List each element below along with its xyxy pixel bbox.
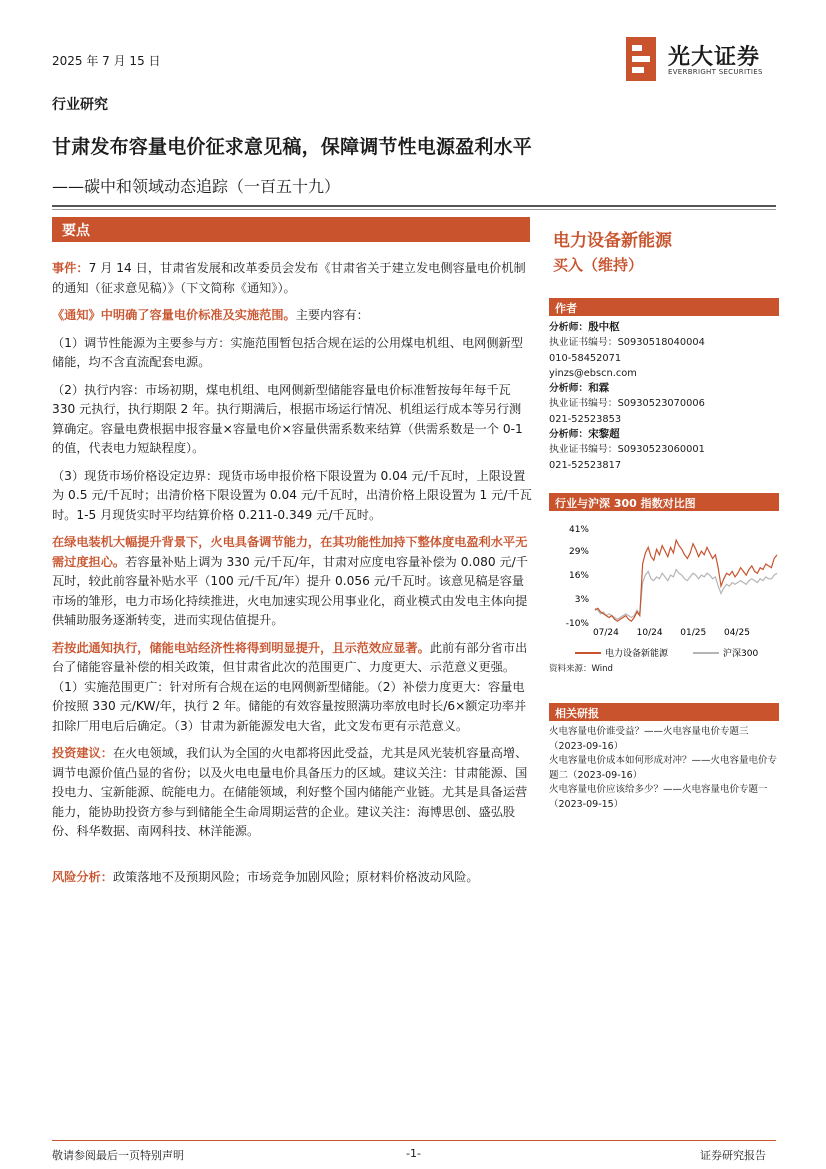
authors-heading: 作者 [555,302,577,315]
y-tick-label: 41% [568,525,589,535]
author-name: 殷中枢 [588,321,620,333]
risk-text: 政策落地不及预期风险；市场竞争加剧风险；原材料价格波动风险。 [112,869,479,884]
related-report-link[interactable]: 火电容量电价应该给多少？——火电容量电价专题一（2023-09-15） [549,784,768,810]
key-points-body [52,259,532,895]
investment-paragraph [52,744,532,842]
authors-list [549,320,779,473]
report-subtitle: ——碳中和领域动态追踪（一百五十九） [52,177,341,196]
report-title: 甘肃发布容量电价征求意见稿，保障调节性电源盈利水平 [52,136,533,158]
event-text: 7 月 14 日，甘肃省发展和改革委员会发布《甘肃省关于建立发电侧容量电价机制的通知（征求意见稿）》（下文简称《通知》）。 [52,261,526,295]
y-tick-label: 29% [568,547,589,558]
x-tick-label: 01/25 [680,628,707,638]
risk-paragraph [52,868,532,888]
legend-label-hs300: 沪深300 [723,649,759,659]
legend-label-sector: 电力设备新能源 [605,649,669,659]
risk-label: 风险分析： [52,869,113,884]
page-number: -1- [406,1147,421,1160]
author-cert: 执业证书编号：S0930523070006 [549,398,705,410]
y-tick-label: 16% [568,571,589,582]
performance-chart [549,515,779,665]
rating: 买入（维持） [553,256,644,274]
chart-source: 资料来源：Wind [549,664,613,674]
notice-paragraph [52,306,532,326]
x-tick-label: 10/24 [636,628,663,638]
event-paragraph [52,259,532,298]
author-name: 和霖 [588,382,610,395]
author-role: 分析师： [549,322,589,333]
investment-text: 在火电领域，我们认为全国的火电都将因此受益，尤其是风光装机容量高增、调节电源价值凸显的省份；以及火电电量电价具备压力的区域。建议关注：甘肃能源、国投电力、宝新能源、皖能电力。在储能领域，利好整个国内储能产业链。尤其是具备运营能力，能协助投资方参与到储能全生命周期运营的企业。建议关注：海博思创、盛弘股份、科华数据、南网科技、林洋能源。 [52,746,528,838]
thermal-paragraph [52,533,532,631]
y-tick-label: 3% [574,595,589,606]
author-cert: 执业证书编号：S0930523060001 [549,444,705,456]
related-report-link[interactable]: 火电容量电价成本如何形成对冲？——火电容量电价专题二（2023-09-16） [549,755,778,781]
y-tick-label: -10% [565,619,589,629]
author-email[interactable]: yinzs@ebscn.com [549,367,637,379]
storage-paragraph [52,639,532,737]
author-entry [549,320,779,381]
key-points-heading: 要点 [62,223,90,239]
footer-divider [52,1140,776,1141]
footer-disclaimer: 敬请参阅最后一页特别声明 [52,1149,184,1162]
title-divider [52,205,776,207]
author-phone: 021-52523853 [549,413,622,425]
author-name: 宋黎超 [588,428,620,441]
thermal-highlight: 在绿电装机大幅提升背景下，火电具备调节能力，在其功能性加持下整体度电盈利水平无需过度担心。 [52,535,528,569]
x-tick-label: 07/24 [592,628,619,638]
company-logo [626,37,786,83]
document-type: 行业研究 [52,97,108,113]
storage-text: 此前有部分省市出台了储能容量补偿的相关政策，但甘肃省此次的范围更广、力度更大、示范意义更强。（1）实施范围更广：针对所有合规在运的电网侧新型储能。（2）补偿力度更大：容量电价按照 330 元/KW/年，执行 2 年。储能的有效容量按照满功率放电时长/6×额定功率并扣除厂用电后后确定。（3）甘肃为新能源发电大省，此文发布更有示范意义。 [52,640,528,733]
notice-text: 主要内容有： [295,308,369,322]
author-entry [549,427,779,473]
logo-name-en: EVERBRIGHT SECURITIES [668,68,763,76]
scope-paragraph: （1）调节性能源为主要参与方：实施范围暂包括合规在运的公用煤电机组、电网侧新型储能，均不含直流配套电源。 [52,335,523,369]
sector-name: 电力设备新能源 [553,231,672,251]
author-role: 分析师： [549,383,589,395]
report-date: 2025 年 7 月 15 日 [52,54,161,68]
footer-report-type: 证券研究报告 [700,1149,766,1162]
author-role: 分析师： [549,429,589,441]
execution-paragraph: （2）执行内容：市场初期，煤电机组、电网侧新型储能容量电价标准暂按每年每千瓦 330 元执行，执行期限 2 年。执行期满后，根据市场运行情况、机组运行成本等另行测算确定。容量电费根据申报容量×容量电价×容量供需系数来结算（供需系数是一个 0-1 的值，代表电力短缺程度）。 [52,382,523,455]
investment-label: 投资建议： [52,746,113,760]
series-line-hs300 [595,570,777,620]
related-reports-list [549,725,779,813]
spot-price-paragraph: （3）现货市场价格设定边界：现货市场申报价格下限设置为 0.04 元/千瓦时，上限设置为 0.5 元/千瓦时；出清价格下限设置为 0.04 元/千瓦时，出清价格上限设置为 1 元/千瓦时。1-5 月现货实时平均结算价格 0.211-0.349 元/千瓦时。 [52,468,532,522]
authors-banner [549,298,779,316]
chart-heading: 行业与沪深 300 指数对比图 [555,497,696,510]
event-label: 事件： [52,261,89,275]
author-entry [549,381,779,427]
author-phone: 010-58452071 [549,352,622,364]
author-name-line [549,427,779,442]
title-divider-thin [52,209,776,210]
logo-mark-icon [626,37,656,81]
author-phone: 021-52523817 [549,459,622,471]
related-report-link[interactable]: 火电容量电价谁受益？——火电容量电价专题三（2023-09-16） [549,726,749,752]
storage-highlight: 若按此通知执行，储能电站经济性将得到明显提升，且示范效应显著。 [52,640,430,655]
thermal-text: 若容量补贴上调为 330 元/千瓦/年，甘肃对应度电容量补偿为 0.080 元/千瓦时，较此前容量补贴水平（100 元/千瓦/年）提升 0.056 元/千瓦时。该意见稿是容量市场的雏形，电力市场化持续推进，火电加速实现公用事业化，商业模式由发电主体向提供辅助服务逐渐转变，进而实现估值提升。 [52,554,528,627]
logo-name-cn: 光大证券 [668,45,761,70]
reports-heading: 相关研报 [555,707,599,720]
author-cert: 执业证书编号：S0930518040004 [549,337,705,349]
key-points-banner [52,217,530,242]
notice-highlight: 《通知》中明确了容量电价标准及实施范围。 [52,308,296,322]
author-name-line [549,381,779,396]
author-name-line [549,320,779,335]
x-tick-label: 04/25 [723,628,750,638]
